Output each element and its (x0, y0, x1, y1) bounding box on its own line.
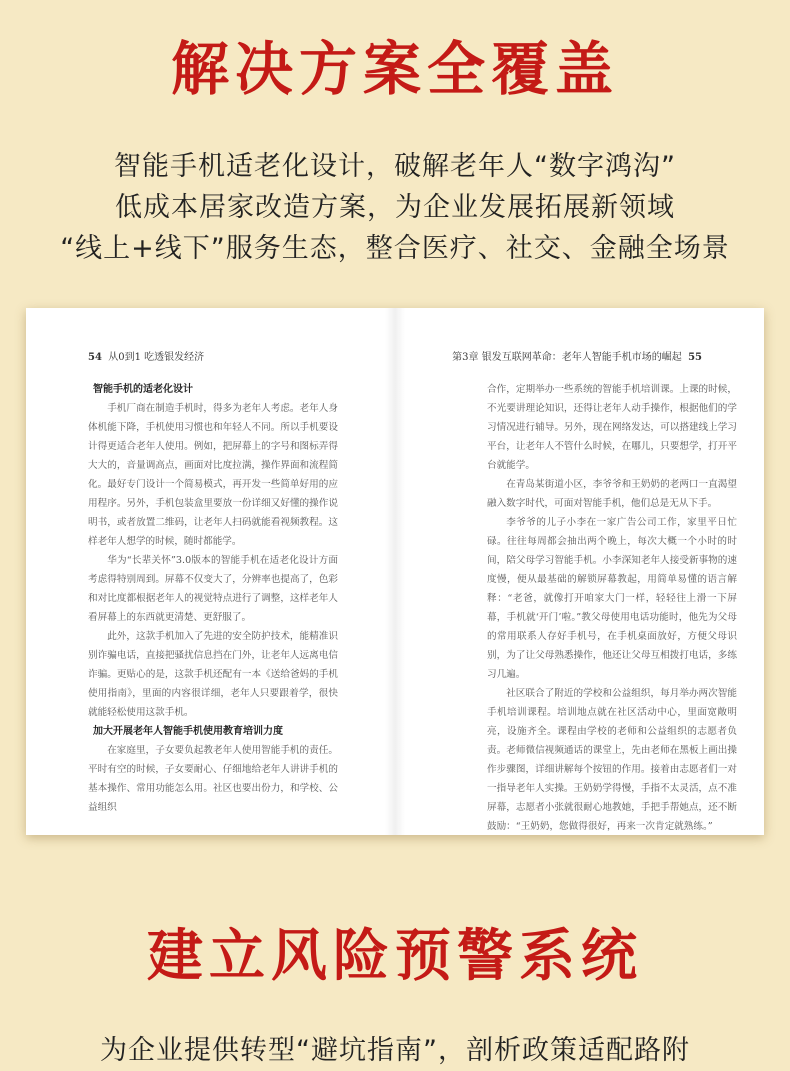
right-para: 合作，定期举办一些系统的智能手机培训课。上课的时候，不光要讲理论知识，还得让老年人动手操作，根据他们的学习情况进行辅导。另外，现在网络发达，可以搭建线上学习平台，让老年人不管什么时候，在哪儿，只要想学，打开平台就能学。 (487, 384, 737, 471)
section2-title: 建立风险预警系统 (147, 924, 643, 989)
left-para: 华为“长辈关怀”3.0版本的智能手机在适老化设计方面考虑得特别周到。屏幕不仅变大了，分辨率也提高了，色彩和对比度都根据老年人的视觉特点进行了调整，这样老年人看屏幕上的东西就更清楚、更舒服了。 (88, 555, 338, 623)
right-running-head-text: 第3章 银发互联网革命：老年人智能手机市场的崛起 (452, 352, 682, 363)
right-para: 李爷爷的儿子小李在一家广告公司工作，家里平日忙碌。往往每周都会抽出两个晚上，每次大概一个小时的时间，陪父母学习智能手机。小李深知老年人接受新事物的速度慢，便从最基础的解锁屏幕教起，用简单易懂的语言解释：“老爸，就像打开咱家大门一样，轻轻往上滑一下屏幕，手机就‘开门’啦。”教父母使用电话功能时，他先为父母的常用联系人存好手机号，在手机桌面放好，方便父母识别，为了让父母熟悉操作，他还让父母互相拨打电话，多练习几遍。 (487, 517, 737, 680)
intro-line-1: 智能手机适老化设计，破解老年人“数字鸿沟” (114, 151, 676, 182)
left-para: 手机厂商在制造手机时，得多为老年人考虑。老年人身体机能下降，手机使用习惯也和年轻人不同。所以手机要设计得更适合老年人使用。例如，把屏幕上的字号和图标弄得大大的，音量调高点，画面对比度拉满，操作界面和流程简化。最好专门设计一个简易模式，再开发一些简单好用的应用程序。另外，手机包装盒里要放一份详细又好懂的操作说明书，或者放置二维码，让老年人扫码就能看视频教程。这样老年人想学的时候，随时都能学。 (88, 403, 338, 547)
section1-lines (0, 146, 790, 269)
intro-line-3: “线上+线下”服务生态，整合医疗、社交、金融全场景 (60, 233, 730, 264)
left-heading-2: 加大开展老年人智能手机使用教育培训力度 (93, 726, 283, 737)
right-page (395, 308, 764, 835)
right-page-number: 55 (688, 352, 702, 363)
section2-partial-line: 为企业提供转型“避坑指南”，剖析政策适配路附 (100, 1035, 690, 1066)
right-para: 社区联合了附近的学校和公益组织，每月举办两次智能手机培训课程。培训地点就在社区活动中心，里面宽敞明亮，设施齐全。课程由学校的老师和公益组织的志愿者负责。老师微信视频通话的课堂上，先由老师在黑板上画出操作步骤图，详细讲解每个按钮的作用。接着由志愿者们一对一指导老年人实操。王奶奶学得慢，手指不太灵活，点不准屏幕，志愿者小张就很耐心地教她，手把手帮她点，还不断鼓励：“王奶奶，您做得很好，再来一次肯定就熟练。” (487, 688, 737, 832)
left-heading-1: 智能手机的适老化设计 (93, 384, 193, 395)
left-running-head-text: 从0到1 吃透银发经济 (108, 352, 205, 363)
left-running-head (88, 348, 204, 363)
section1-title: 解决方案全覆盖 (170, 35, 619, 103)
right-para: 在青岛某街道小区，李爷爷和王奶奶的老两口一直渴望融入数字时代，可面对智能手机，他们总是无从下手。 (487, 479, 737, 509)
left-page-text (88, 380, 338, 817)
right-page-text (487, 380, 737, 836)
left-para: 在家庭里，子女要负起教老年人使用智能手机的责任。平时有空的时候，子女要耐心、仔细地给老年人讲讲手机的基本操作、常用功能怎么用。社区也要出份力，和学校、公益组织 (88, 745, 338, 813)
book-spread-photo (26, 308, 764, 835)
left-page (26, 308, 395, 835)
left-page-number: 54 (88, 352, 102, 363)
intro-line-2: 低成本居家改造方案，为企业发展拓展新领域 (115, 192, 675, 223)
left-para: 此外，这款手机加入了先进的安全防护技术，能精准识别诈骗电话，直接把骚扰信息挡在门外，让老年人远离电信诈骗。更贴心的是，这款手机还配有一本《送给爸妈的手机使用指南》，里面的内容很详细，老年人只要跟着学，很快就能轻松使用这款手机。 (88, 631, 338, 718)
right-running-head (452, 348, 702, 363)
